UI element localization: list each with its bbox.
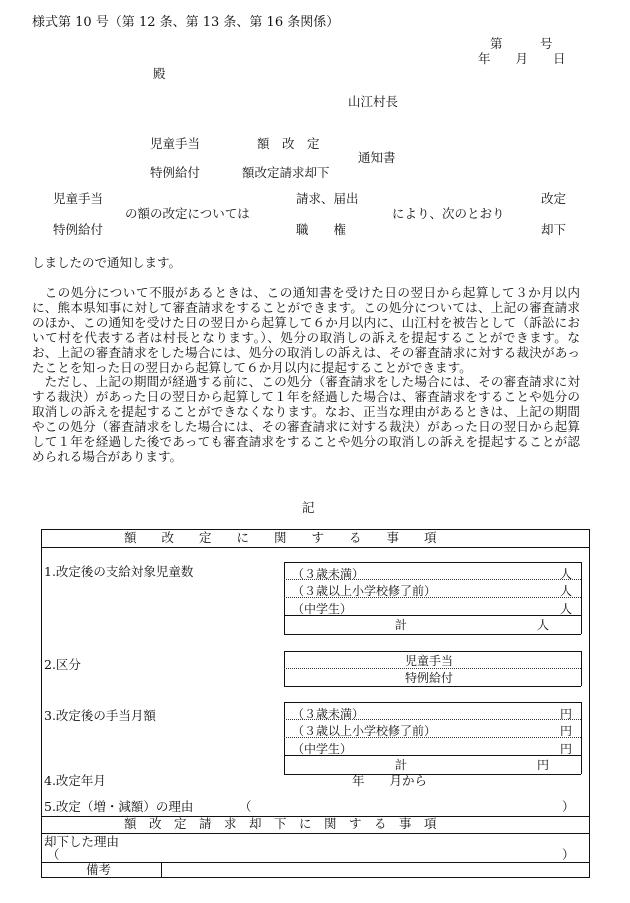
rejection-open-paren: （ (47, 847, 60, 862)
intro-revised: 改定 (541, 191, 567, 206)
children-junior-high-unit: 人 (559, 602, 572, 616)
amount-total-unit: 円 (537, 758, 550, 772)
table-header-revision: 額 改 定 に 関 す る 事 項 (124, 530, 437, 545)
monthly-amount-row (286, 720, 576, 736)
document-date: 年 月 日 (478, 51, 566, 66)
amount-3-to-elementary-label: （３歳以上小学校修了前） (292, 724, 437, 738)
intro-child-allowance: 児童手当 (53, 191, 104, 206)
rejection-reason-label: 却下した理由 (44, 834, 120, 849)
children-total-unit: 人 (537, 618, 550, 632)
amount-junior-high-unit: 円 (559, 742, 572, 756)
intro-special-allowance: 特例給付 (53, 222, 104, 237)
amount-junior-high-label: （中学生） (292, 742, 353, 756)
amount-under3-label: （３歳未満） (292, 707, 365, 721)
appeal-paragraph-2: ただし、上記の期間が経過する前に、この処分（審査請求をした場合には、その審査請求に対する裁決）があった日の翌日から起算して１年を経過した場合は、審査請求をすることや処分の取消しの訴えを提起することができなくなります。なお、正当な理由があるときは、上記の期間やこの処分（審査請求をした場合には、その審査請求に対する裁決）があった日の翌日から起算して１年を経過した後であっても審査請求をすることや処分の取消しの訴えを提起することが認められる場合があります。 (32, 374, 580, 464)
children-3-to-elementary-label: （３歳以上小学校修了前） (292, 584, 437, 598)
children-under3-unit: 人 (559, 567, 572, 581)
section3-label: 3.改定後の手当月額 (44, 708, 156, 723)
issuer-name: 山江村長 (348, 94, 399, 109)
reason-open-paren: （ (239, 799, 252, 814)
category-child-allowance: 児童手当 (405, 654, 454, 668)
appeal-notice-body (32, 286, 580, 465)
monthly-amount-row (286, 703, 576, 719)
section4-label: 4.改定年月 (44, 773, 106, 788)
appeal-paragraph-1: この処分について不服があるときは、この通知書を受けた日の翌日から起算して３か月以内に、熊本県知事に対して審査請求をすることができます。この処分については、上記の審査請求のほか、この通知を受けた日の翌日から起算して６か月以内に、山江村を被告として（訴訟において村を代表する者は村長となります。）、処分の取消しの訴えを提起することができます。なお、上記の審査請求をした場合には、処分の取消しの訴えは、その審査請求に対する裁決があったことを知った日の翌日から起算して６か月以内に提起することができます。 (32, 285, 580, 375)
children-3-to-elementary-unit: 人 (559, 584, 572, 598)
amount-under3-unit: 円 (559, 707, 572, 721)
children-count-row (286, 580, 576, 596)
form-number-label: 様式第 10 号（第 12 条、第 13 条、第 16 条関係） (32, 15, 340, 30)
rejection-close-paren: ） (562, 847, 575, 862)
ki-heading: 記 (302, 500, 315, 515)
category-special-allowance: 特例給付 (405, 671, 454, 685)
children-count-row (286, 598, 576, 614)
intro-closing: しましたので通知します。 (32, 255, 182, 270)
section5-label: 5.改定（増・減額）の理由 (44, 799, 194, 814)
recipient-honorific: 殿 (153, 66, 166, 81)
title-allowance-child: 児童手当 (150, 136, 201, 151)
intro-amount-revision-text: の額の改定については (125, 206, 250, 221)
title-allowance-special: 特例給付 (150, 165, 201, 180)
title-notice: 通知書 (358, 150, 396, 165)
children-junior-high-label: （中学生） (292, 602, 353, 616)
revision-year-month: 年 月から (352, 773, 428, 788)
amount-total-label: 計 (395, 758, 408, 772)
remarks-label: 備考 (86, 862, 112, 877)
amount-3-to-elementary-unit: 円 (559, 724, 572, 738)
reason-close-paren: ） (562, 799, 575, 814)
section1-label: 1.改定後の支給対象児童数 (44, 564, 194, 579)
monthly-amount-row (286, 738, 576, 754)
title-amount-revision: 額 改 定 (257, 136, 320, 151)
children-total-label: 計 (395, 618, 408, 632)
children-under3-label: （３歳未満） (292, 567, 365, 581)
document-number: 第 号 (490, 36, 553, 51)
intro-rejected: 却下 (541, 222, 567, 237)
intro-ex-officio: 職 権 (296, 222, 347, 237)
table-header-rejection: 額 改 定 請 求 却 下 に 関 す る 事 項 (124, 816, 437, 831)
title-revision-rejection: 額改定請求却下 (242, 165, 330, 180)
intro-as-follows: により、次のとおり (392, 206, 505, 221)
children-count-row (286, 563, 576, 579)
intro-request-filing: 請求、届出 (296, 191, 359, 206)
section2-label: 2.区分 (44, 657, 81, 672)
